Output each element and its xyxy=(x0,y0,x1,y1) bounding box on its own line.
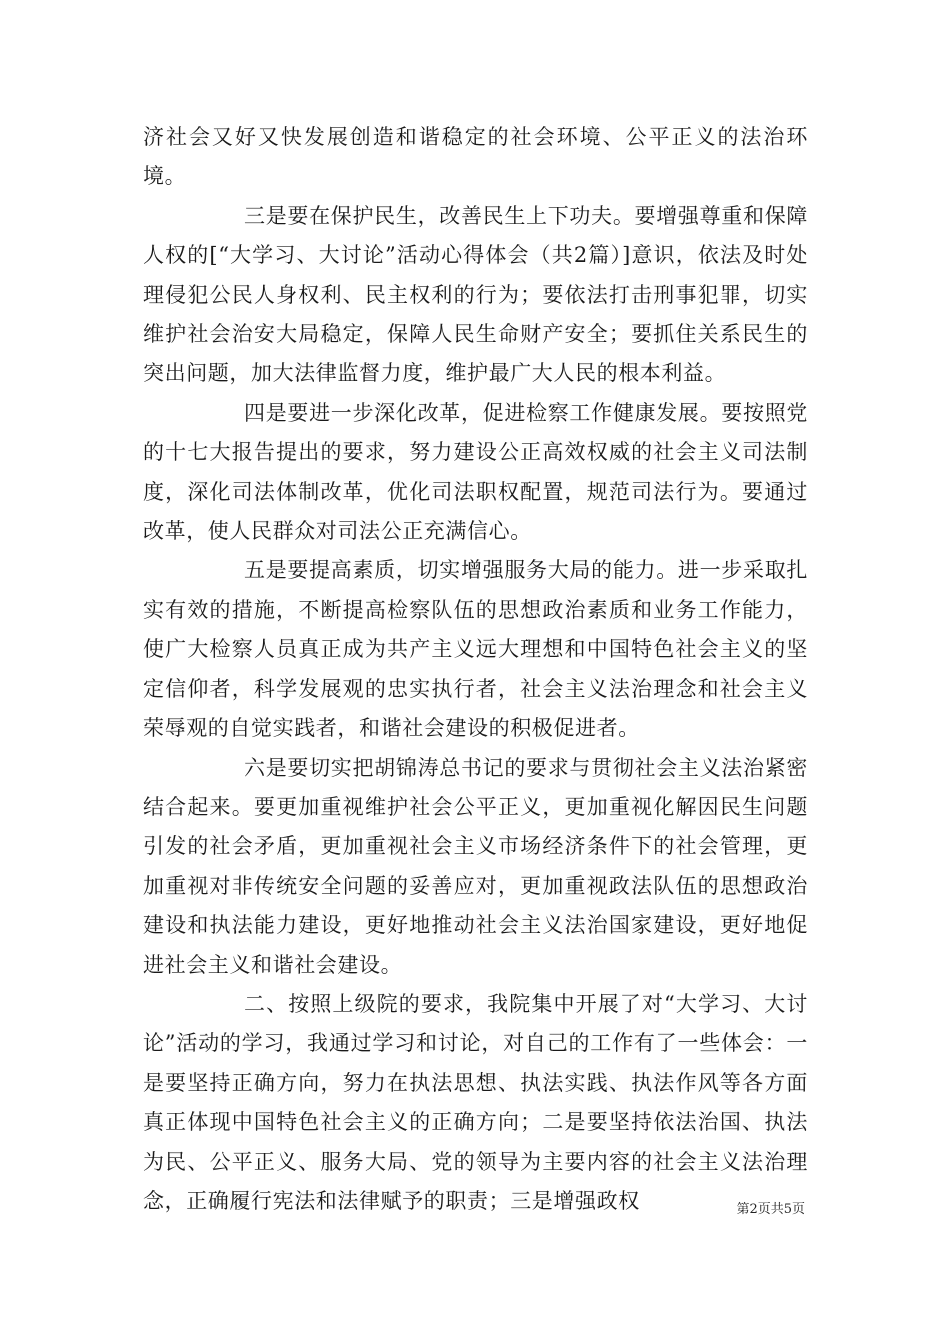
paragraph-point-four: 四是要进一步深化改革，促进检察工作健康发展。要按照党的十七大报告提出的要求，努力建设公正高效权威的社会主义司法制度，深化司法体制改革，优化司法职权配置，规范司法行为。要通过改革，使人民群众对司法公正充满信心。 xyxy=(143,400,808,544)
page-number: 第2页共5页 xyxy=(736,1202,805,1217)
paragraph-point-six: 六是要切实把胡锦涛总书记的要求与贯彻社会主义法治紧密结合起来。要更加重视维护社会公平正义，更加重视化解因民生问题引发的社会矛盾，更加重视社会主义市场经济条件下的社会管理，更加重视对非传统安全问题的妥善应对，更加重视政法队伍的思想政治建设和执法能力建设，更好地推动社会主义法治国家建设，更好地促进社会主义和谐社会建设。 xyxy=(143,755,808,977)
paragraph-continuation: 济社会又好又快发展创造和谐稳定的社会环境、公平正义的法治环境。 xyxy=(143,125,808,189)
paragraph-point-three: 三是要在保护民生，改善民生上下功夫。要增强尊重和保障人权的[“大学习、大讨论”活动心得体会（共2篇）]意识，依法及时处理侵犯公民人身权利、民主权利的行为；要依法打击刑事犯罪，切实维护社会治安大局稳定，保障人民生命财产安全；要抓住关系民生的突出问题，加大法律监督力度，维护最广大人民的根本利益。 xyxy=(143,203,808,386)
paragraph-point-five: 五是要提高素质，切实增强服务大局的能力。进一步采取扎实有效的措施，不断提高检察队伍的思想政治素质和业务工作能力，使广大检察人员真正成为共产主义远大理想和中国特色社会主义的坚定信仰者，科学发展观的忠实执行者，社会主义法治理念和社会主义荣辱观的自觉实践者，和谐社会建设的积极促进者。 xyxy=(143,558,808,741)
paragraph-section-two: 二、按照上级院的要求，我院集中开展了对“大学习、大讨论”活动的学习，我通过学习和讨论，对自己的工作有了一些体会：一是要坚持正确方向，努力在执法思想、执法实践、执法作风等各方面真正体现中国特色社会主义的正确方向；二是要坚持依法治国、执法为民、公平正义、服务大局、党的领导为主要内容的社会主义法治理念，正确履行宪法和法律赋予的职责；三是增强政权 xyxy=(143,991,808,1213)
document-body xyxy=(143,118,808,1221)
